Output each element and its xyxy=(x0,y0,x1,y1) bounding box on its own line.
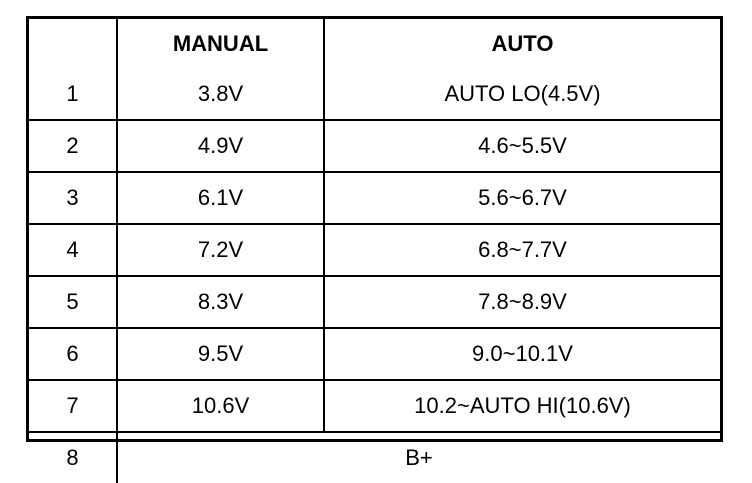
table-header-row xyxy=(29,19,720,69)
auto-voltage: 4.6~5.5V xyxy=(324,120,720,172)
table-row xyxy=(29,224,720,276)
auto-voltage: 9.0~10.1V xyxy=(324,328,720,380)
row-number: 6 xyxy=(29,328,117,380)
row-number: 5 xyxy=(29,276,117,328)
manual-voltage: 3.8V xyxy=(117,69,324,120)
table-row xyxy=(29,69,720,120)
row-number: 2 xyxy=(29,120,117,172)
table-row xyxy=(29,276,720,328)
manual-voltage: 4.9V xyxy=(117,120,324,172)
merged-voltage: B+ xyxy=(117,432,720,483)
row-number: 4 xyxy=(29,224,117,276)
auto-voltage: 10.2~AUTO HI(10.6V) xyxy=(324,380,720,432)
header-manual: MANUAL xyxy=(117,19,324,69)
row-number: 1 xyxy=(29,69,117,120)
auto-voltage: 5.6~6.7V xyxy=(324,172,720,224)
table-row xyxy=(29,432,720,483)
row-number: 3 xyxy=(29,172,117,224)
auto-voltage: AUTO LO(4.5V) xyxy=(324,69,720,120)
voltage-table-frame xyxy=(26,16,723,470)
row-number: 8 xyxy=(29,432,117,483)
table-row xyxy=(29,380,720,432)
auto-voltage: 6.8~7.7V xyxy=(324,224,720,276)
voltage-table xyxy=(29,19,720,483)
table-row xyxy=(29,172,720,224)
manual-voltage: 10.6V xyxy=(117,380,324,432)
manual-voltage: 9.5V xyxy=(117,328,324,380)
manual-voltage: 6.1V xyxy=(117,172,324,224)
header-number xyxy=(29,19,117,69)
manual-voltage: 7.2V xyxy=(117,224,324,276)
table-row xyxy=(29,328,720,380)
manual-voltage: 8.3V xyxy=(117,276,324,328)
header-auto: AUTO xyxy=(324,19,720,69)
row-number: 7 xyxy=(29,380,117,432)
auto-voltage: 7.8~8.9V xyxy=(324,276,720,328)
table-row xyxy=(29,120,720,172)
